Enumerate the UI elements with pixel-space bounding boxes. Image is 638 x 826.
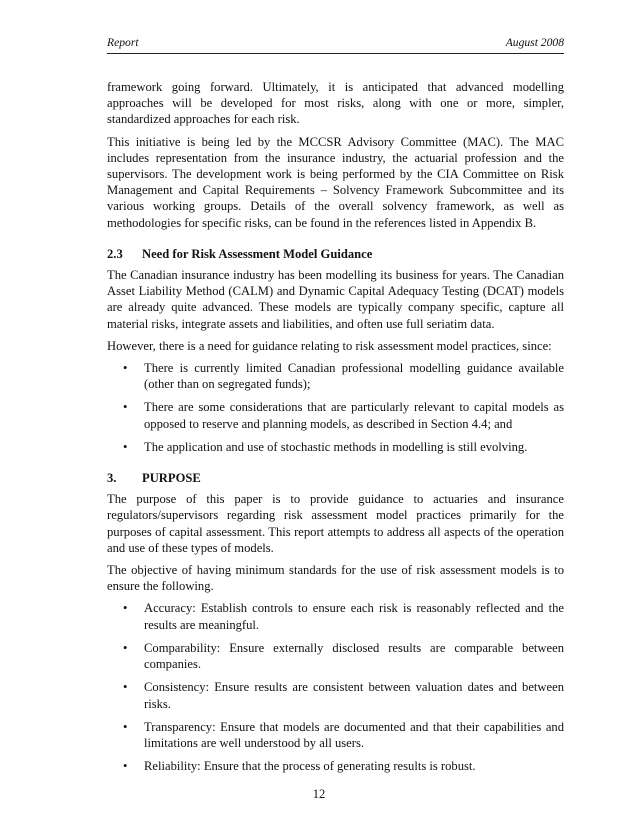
bullet-icon: •	[123, 439, 128, 454]
paragraph: However, there is a need for guidance relating to risk assessment model practices, since:	[107, 338, 552, 353]
page-number: 12	[312, 787, 326, 801]
header-left: Report	[107, 36, 139, 49]
section-heading-2-3	[107, 246, 564, 262]
paragraph: The Canadian insurance industry has been modelling its business for years. The Canadian Asset Liability Method (CALM) and Dynamic Capital Adequacy Testing (DCAT) models are already quite advanced. These models are typically company specific, capture all material risks, integrate assets and liabilities, and often use full seriatim data.	[107, 268, 564, 331]
list-item	[107, 719, 564, 751]
page-header	[107, 36, 564, 54]
bullet-list	[107, 600, 564, 774]
paragraph: framework going forward. Ultimately, it is anticipated that advanced modelling approaches will be developed for most risks, along with one or more, simpler, standardized approaches for each risk.	[107, 80, 564, 127]
bullet-list	[107, 360, 564, 455]
header-right: August 2008	[505, 36, 564, 49]
list-item-text: Transparency: Ensure that models are documented and that their capabilities and limitations are well understood by all users.	[144, 719, 564, 750]
bullet-icon: •	[123, 400, 128, 415]
section-number: 2.3	[107, 246, 123, 261]
section-number: 3.	[107, 471, 117, 486]
list-item-text: There is currently limited Canadian professional modelling guidance available (other than on segregated funds);	[144, 361, 564, 392]
bullet-icon: •	[123, 601, 128, 616]
section-heading-3	[107, 470, 564, 486]
section-title: PURPOSE	[142, 471, 201, 486]
list-item	[107, 679, 564, 711]
list-item	[107, 640, 564, 672]
bullet-icon: •	[123, 759, 128, 774]
paragraph: This initiative is being led by the MCCSR Advisory Committee (MAC). The MAC includes representation from the insurance industry, the actuarial profession and the supervisors. The development work is being performed by the CIA Committee on Risk Management and Capital Requirements – Solvency Framework Subcommittee and its various working groups. Details of the overall solvency framework, as well as methodologies for specific risks, can be found in the references listed in Appendix B.	[107, 134, 564, 230]
list-item-text: The application and use of stochastic methods in modelling is still evolving.	[144, 439, 528, 454]
bullet-icon: •	[123, 361, 128, 376]
paragraph: The purpose of this paper is to provide guidance to actuaries and insurance regulators/supervisors regarding risk assessment model practices primarily for the purposes of capital assessment. This report attempts to address all aspects of the operation and use of these types of models.	[107, 492, 564, 555]
list-item	[107, 600, 564, 632]
list-item-text: Reliability: Ensure that the process of generating results is robust.	[144, 759, 476, 774]
list-item-text: Accuracy: Establish controls to ensure each risk is reasonably reflected and the results are meaningful.	[144, 601, 564, 632]
list-item	[107, 439, 564, 455]
bullet-icon: •	[123, 640, 128, 655]
list-item	[107, 399, 564, 431]
bullet-icon: •	[123, 719, 128, 734]
page-content	[107, 79, 564, 781]
paragraph: The objective of having minimum standards for the use of risk assessment models is to ensure the following.	[107, 563, 564, 594]
list-item	[107, 758, 564, 774]
list-item	[107, 360, 564, 392]
list-item-text: There are some considerations that are particularly relevant to capital models as opposed to reserve and planning models, as described in Section 4.4; and	[144, 400, 564, 431]
list-item-text: Comparability: Ensure externally disclosed results are comparable between companies.	[144, 640, 564, 672]
bullet-icon: •	[123, 680, 128, 695]
section-title: Need for Risk Assessment Model Guidance	[142, 246, 373, 261]
list-item-text: Consistency: Ensure results are consistent between valuation dates and between risks.	[144, 680, 564, 711]
